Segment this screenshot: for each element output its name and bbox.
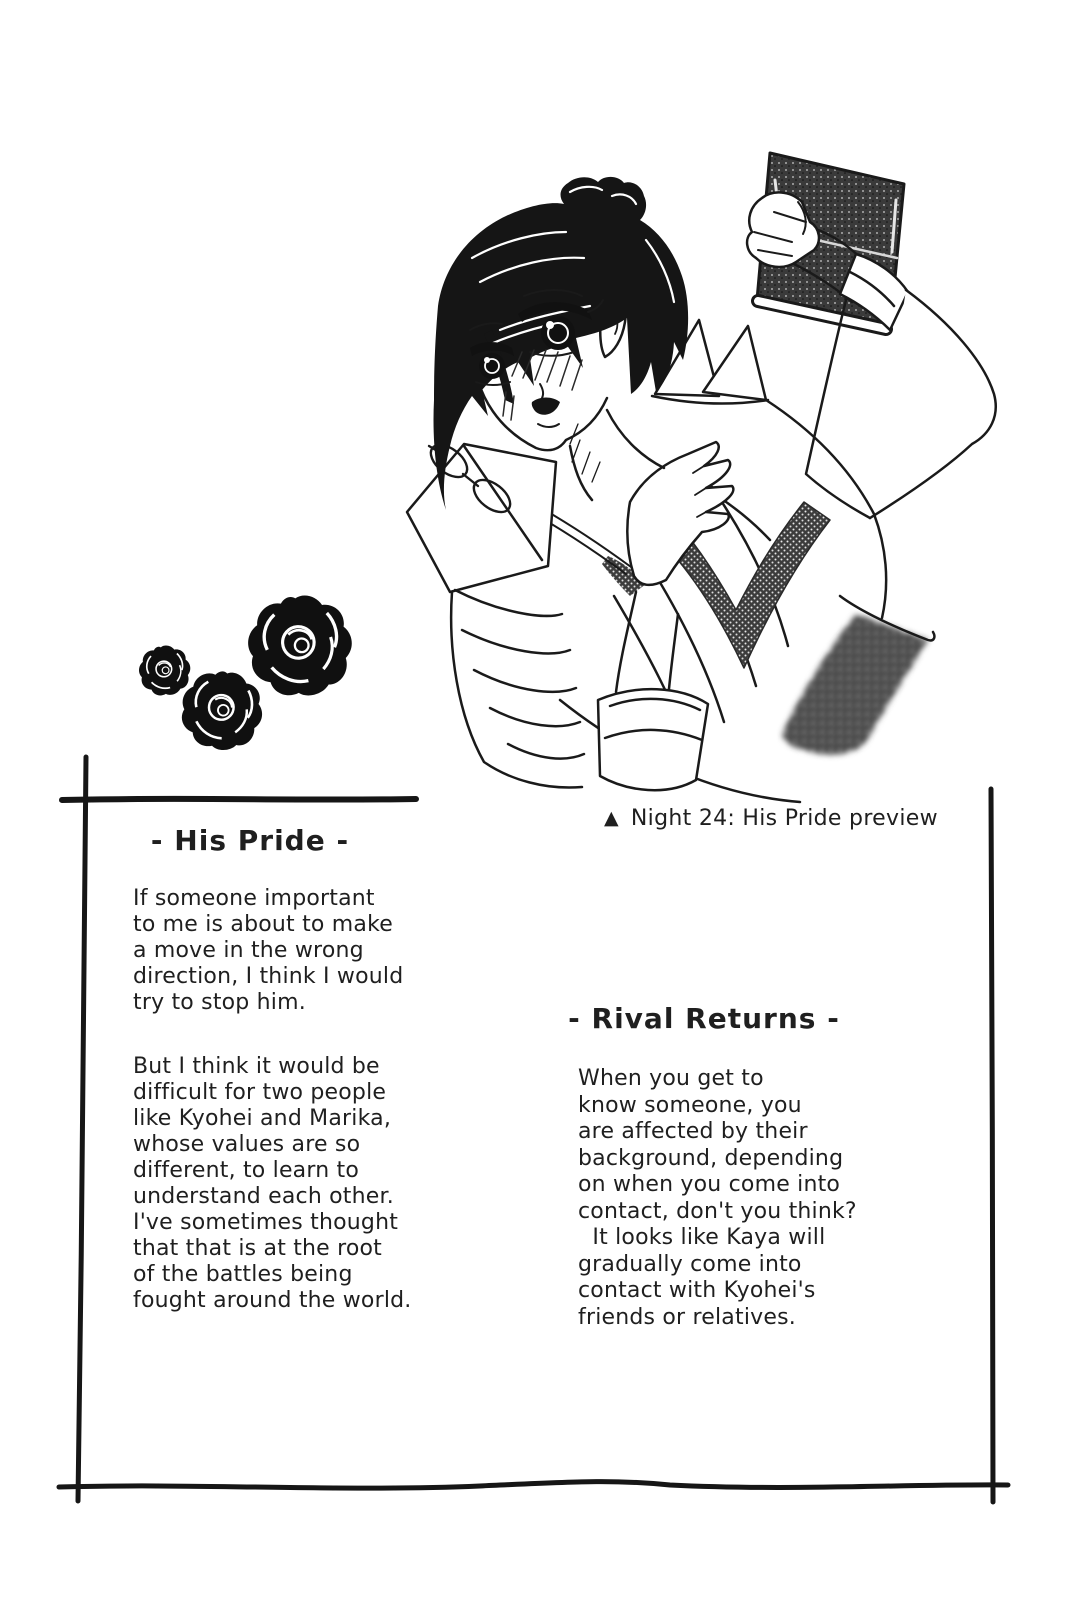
preview-caption-text: Night 24: His Pride preview [630,806,938,831]
preview-caption [604,806,938,831]
his-pride-paragraph-2: But I think it would be difficult for two people like Kyohei and Marika, whose values are so different, to learn to understand each other. I've sometimes thought that that is at the root of the battles being fought around the world. [133,1054,412,1313]
triangle-marker-icon: ▲ [604,807,619,829]
rival-returns-heading: - Rival Returns - [568,1002,840,1035]
his-pride-paragraph-1: If someone important to me is about to make a move in the wrong direction, I think I would try to stop him. [133,886,404,1015]
his-pride-heading: - His Pride - [150,824,350,857]
rival-returns-paragraph: When you get to know someone, you are affected by their background, depending on when you come into contact, don't you think? It looks like Kaya will gradually come into contact with Kyohei's friends or relatives. [578,1066,857,1330]
